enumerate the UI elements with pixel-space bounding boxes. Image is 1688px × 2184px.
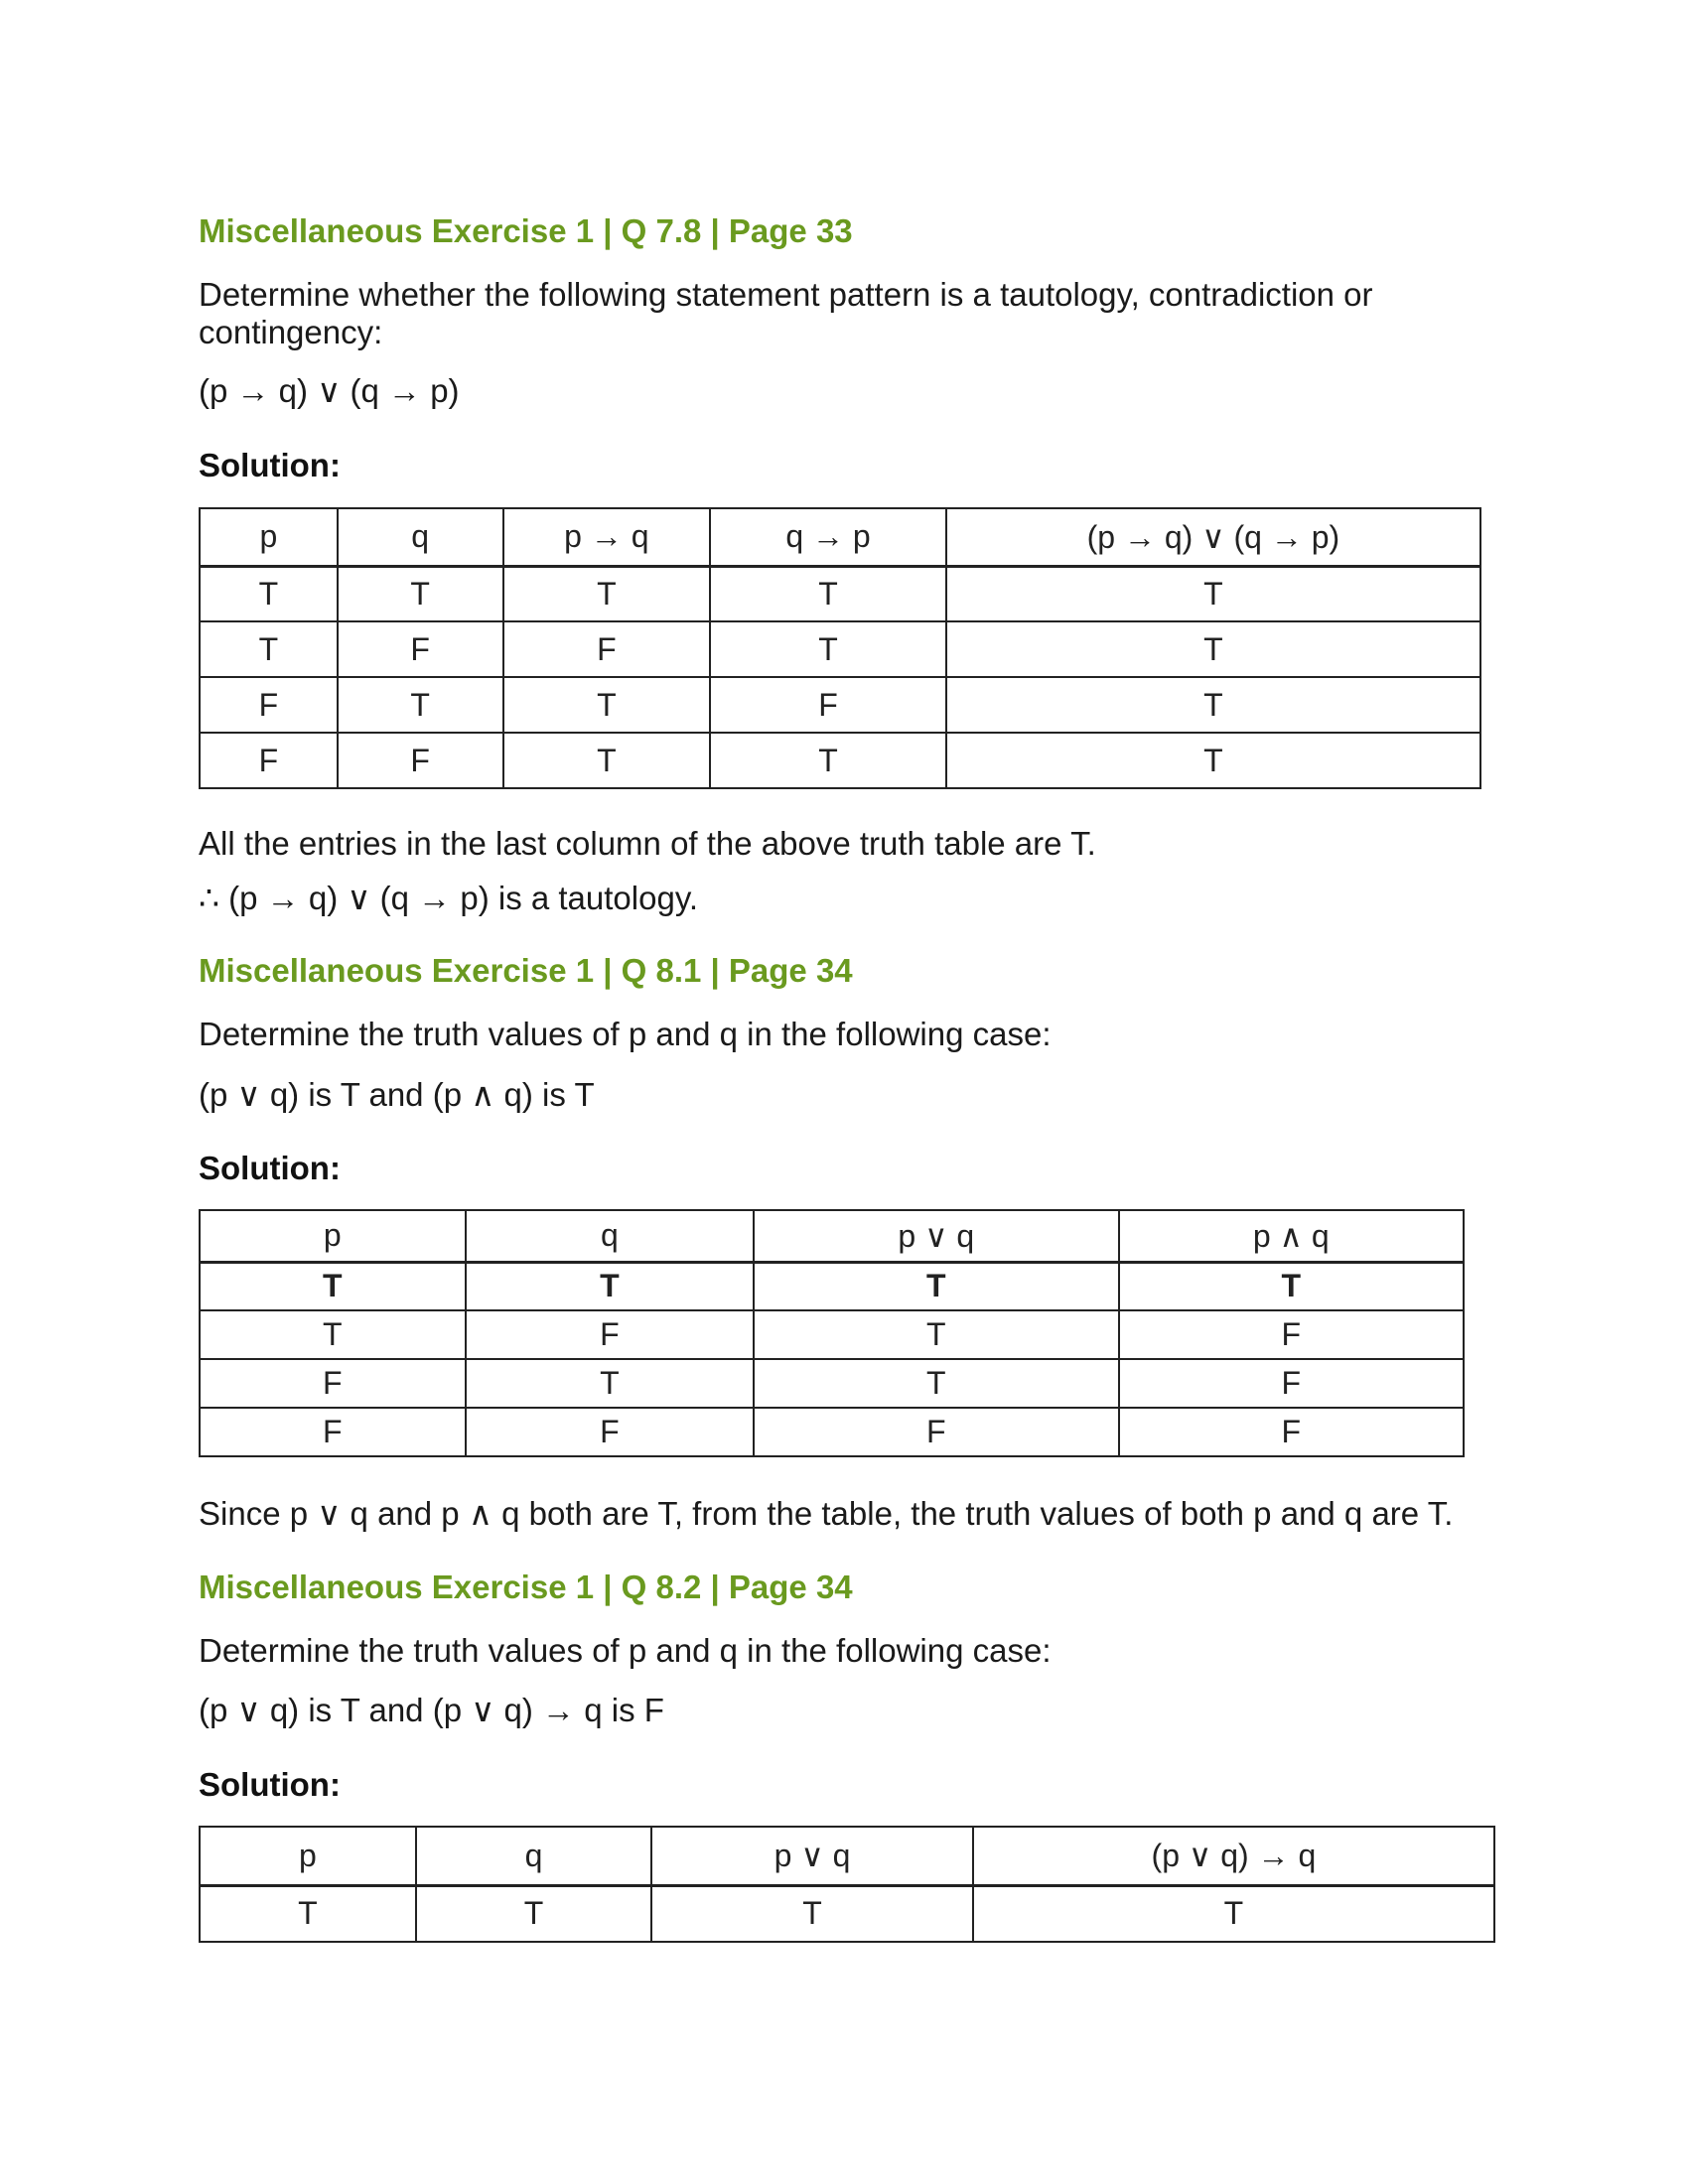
table-header-row xyxy=(200,508,1480,566)
solution-label: Solution: xyxy=(199,1150,341,1186)
table-cell: F xyxy=(1119,1310,1464,1359)
table-header-row xyxy=(200,1210,1464,1262)
column-header: (p ∨ q) → q xyxy=(973,1827,1494,1885)
table-cell: T xyxy=(200,1262,466,1310)
table-cell: T xyxy=(754,1310,1118,1359)
truth-table-q8-2 xyxy=(199,1826,1495,1943)
table-cell: T xyxy=(710,733,946,788)
table-cell: F xyxy=(200,1408,466,1456)
table-cell: F xyxy=(754,1408,1118,1456)
table-cell: T xyxy=(338,566,503,621)
table-header-row xyxy=(200,1827,1494,1885)
table-row xyxy=(200,1885,1494,1942)
table-cell: T xyxy=(338,677,503,733)
section-heading-q8-2: Miscellaneous Exercise 1 | Q 8.2 | Page 34 xyxy=(199,1569,853,1605)
table-cell: F xyxy=(338,733,503,788)
table-row xyxy=(200,733,1480,788)
table-cell: F xyxy=(503,621,711,677)
table-cell: T xyxy=(503,733,711,788)
table-cell: F xyxy=(200,677,338,733)
table-cell: T xyxy=(200,1310,466,1359)
statement-expression: (p → q) ∨ (q → p) xyxy=(199,372,460,409)
section-heading-q7-8: Miscellaneous Exercise 1 | Q 7.8 | Page 33 xyxy=(199,212,853,249)
conclusion-therefore: ∴ (p → q) ∨ (q → p) is a tautology. xyxy=(199,880,699,916)
table-row xyxy=(200,1359,1464,1408)
table-row xyxy=(200,566,1480,621)
column-header: q xyxy=(416,1827,652,1885)
table-row-highlighted xyxy=(200,1262,1464,1310)
column-header: p xyxy=(200,1827,416,1885)
table-cell: F xyxy=(1119,1359,1464,1408)
table-cell: T xyxy=(1119,1262,1464,1310)
table-cell: T xyxy=(200,1885,416,1942)
table-cell: T xyxy=(503,566,711,621)
solution-label: Solution: xyxy=(199,1766,341,1803)
column-header: p xyxy=(200,1210,466,1262)
table-cell: T xyxy=(651,1885,973,1942)
column-header: (p → q) ∨ (q → p) xyxy=(946,508,1480,566)
table-cell: T xyxy=(710,566,946,621)
table-cell: T xyxy=(946,566,1480,621)
column-header: p xyxy=(200,508,338,566)
conclusion-text: All the entries in the last column of the above truth table are T. xyxy=(199,825,1096,862)
condition-text: (p ∨ q) is T and (p ∧ q) is T xyxy=(199,1076,595,1113)
question-text: Determine the truth values of p and q in the following case: xyxy=(199,1632,1052,1669)
solution-label: Solution: xyxy=(199,447,341,483)
question-text-line1: Determine whether the following statement pattern is a tautology, contradiction or xyxy=(199,276,1373,313)
table-cell: F xyxy=(1119,1408,1464,1456)
column-header: p → q xyxy=(503,508,711,566)
table-cell: F xyxy=(338,621,503,677)
table-cell: T xyxy=(466,1359,755,1408)
table-cell: T xyxy=(416,1885,652,1942)
table-cell: T xyxy=(200,621,338,677)
table-cell: F xyxy=(200,733,338,788)
table-cell: T xyxy=(710,621,946,677)
table-cell: T xyxy=(946,733,1480,788)
column-header: p ∨ q xyxy=(651,1827,973,1885)
table-cell: F xyxy=(466,1408,755,1456)
table-cell: T xyxy=(200,566,338,621)
question-text-line2: contingency: xyxy=(199,314,383,350)
truth-table-q8-1 xyxy=(199,1209,1465,1457)
table-cell: T xyxy=(466,1262,755,1310)
table-row xyxy=(200,621,1480,677)
table-cell: F xyxy=(710,677,946,733)
condition-text: (p ∨ q) is T and (p ∨ q) → q is F xyxy=(199,1692,664,1728)
column-header: p ∨ q xyxy=(754,1210,1118,1262)
table-row xyxy=(200,677,1480,733)
table-cell: T xyxy=(973,1885,1494,1942)
table-row xyxy=(200,1408,1464,1456)
table-cell: F xyxy=(466,1310,755,1359)
question-text: Determine the truth values of p and q in the following case: xyxy=(199,1016,1052,1052)
column-header: q xyxy=(466,1210,755,1262)
table-cell: T xyxy=(946,677,1480,733)
truth-table-q7-8 xyxy=(199,507,1481,789)
table-cell: T xyxy=(754,1262,1118,1310)
table-cell: T xyxy=(503,677,711,733)
column-header: q xyxy=(338,508,503,566)
column-header: p ∧ q xyxy=(1119,1210,1464,1262)
conclusion-text: Since p ∨ q and p ∧ q both are T, from the table, the truth values of both p and q are T. xyxy=(199,1495,1454,1532)
table-cell: T xyxy=(754,1359,1118,1408)
table-row xyxy=(200,1310,1464,1359)
column-header: q → p xyxy=(710,508,946,566)
table-cell: F xyxy=(200,1359,466,1408)
section-heading-q8-1: Miscellaneous Exercise 1 | Q 8.1 | Page 34 xyxy=(199,952,853,989)
table-cell: T xyxy=(946,621,1480,677)
